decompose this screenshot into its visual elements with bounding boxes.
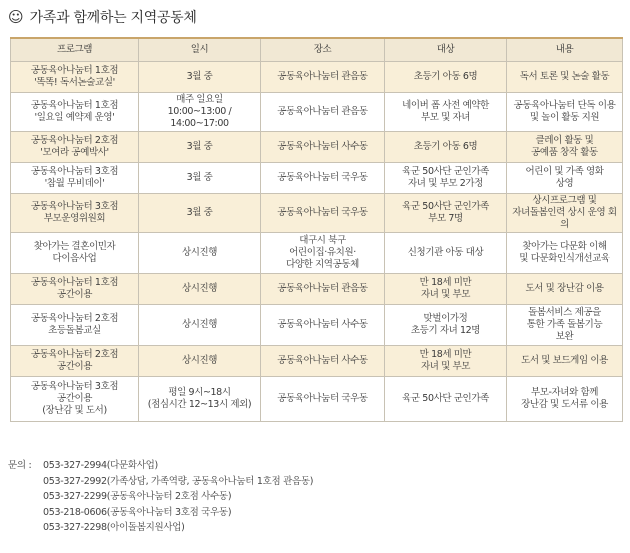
cell-time bbox=[139, 346, 261, 377]
cell-line: 공동육아나눔터 관음동 bbox=[277, 283, 368, 294]
header-target: 대상 bbox=[385, 38, 507, 62]
cell-content bbox=[507, 194, 623, 233]
header-place: 장소 bbox=[261, 38, 385, 62]
cell-target bbox=[385, 93, 507, 132]
table-row bbox=[11, 163, 623, 194]
contact-line bbox=[8, 474, 313, 490]
table-row bbox=[11, 194, 623, 233]
cell-line: 공동육아나눔터 사수동 bbox=[277, 355, 368, 366]
cell-target bbox=[385, 346, 507, 377]
cell-target bbox=[385, 377, 507, 422]
cell-program bbox=[11, 346, 139, 377]
cell-line: 도서 및 보드게임 이용 bbox=[521, 355, 608, 366]
cell-program bbox=[11, 93, 139, 132]
cell-line: 공동육아나눔터 국우동 bbox=[277, 172, 368, 183]
cell-program bbox=[11, 163, 139, 194]
cell-line: 공간이용 bbox=[56, 289, 93, 300]
cell-line: 10:00~13:00 / bbox=[167, 106, 232, 117]
contact-label: 문의 : bbox=[8, 460, 32, 471]
cell-line: 및 놀이 활동 지원 bbox=[529, 112, 600, 123]
cell-line: 부모-자녀와 함께 bbox=[530, 387, 599, 398]
cell-time bbox=[139, 305, 261, 346]
cell-line: 장난감 및 도서류 이용 bbox=[521, 399, 608, 410]
cell-line: 3월 중 bbox=[186, 207, 213, 218]
table-row bbox=[11, 274, 623, 305]
cell-target bbox=[385, 62, 507, 93]
cell-line: 찾아가는 결혼이민자 bbox=[33, 241, 116, 252]
table-row bbox=[11, 233, 623, 274]
cell-line: 네이버 폼 사전 예약한 bbox=[402, 100, 489, 111]
cell-place bbox=[261, 93, 385, 132]
cell-content bbox=[507, 62, 623, 93]
cell-line: 자녀돌봄인력 상시 운영 회의 bbox=[512, 207, 617, 230]
cell-content bbox=[507, 274, 623, 305]
cell-place bbox=[261, 274, 385, 305]
cell-line: 클레이 활동 및 bbox=[535, 135, 594, 146]
cell-line: 3월 중 bbox=[186, 172, 213, 183]
cell-program bbox=[11, 194, 139, 233]
cell-line: 3월 중 bbox=[186, 141, 213, 152]
cell-target bbox=[385, 305, 507, 346]
cell-content bbox=[507, 93, 623, 132]
cell-line: 14:00~17:00 bbox=[170, 118, 229, 129]
table-row bbox=[11, 346, 623, 377]
cell-line: 자녀 및 부모 2가정 bbox=[408, 178, 483, 189]
cell-place bbox=[261, 233, 385, 274]
cell-content bbox=[507, 346, 623, 377]
cell-line: 부모 및 자녀 bbox=[420, 112, 471, 123]
cell-time bbox=[139, 93, 261, 132]
cell-line: 공동육아나눔터 사수동 bbox=[277, 319, 368, 330]
cell-line: 통한 가족 돌봄기능 bbox=[526, 319, 603, 330]
cell-place bbox=[261, 194, 385, 233]
cell-place bbox=[261, 346, 385, 377]
contact-phone: 053-327-2298(아이돌봄지원사업) bbox=[43, 522, 185, 533]
cell-line: 초등기 아동 6명 bbox=[413, 71, 478, 82]
cell-line: '똑똑! 독서논술교실' bbox=[34, 77, 115, 88]
cell-line: 상영 bbox=[555, 178, 574, 189]
cell-line: 공동육아나눔터 단독 이용 bbox=[513, 100, 616, 111]
table-row bbox=[11, 93, 623, 132]
cell-time bbox=[139, 194, 261, 233]
cell-time bbox=[139, 377, 261, 422]
cell-line: 초등기 아동 6명 bbox=[413, 141, 478, 152]
cell-place bbox=[261, 132, 385, 163]
cell-line: 부모운영위원회 bbox=[43, 213, 106, 224]
contact-line bbox=[8, 505, 313, 521]
cell-place bbox=[261, 163, 385, 194]
cell-line: (점심시간 12~13시 제외) bbox=[147, 399, 252, 410]
cell-line: 도서 및 장난감 이용 bbox=[525, 283, 604, 294]
cell-line: 공동육아나눔터 3호점 bbox=[30, 166, 119, 177]
header-content: 내용 bbox=[507, 38, 623, 62]
cell-line: 상시진행 bbox=[181, 355, 218, 366]
cell-line: 신청기관 아동 대상 bbox=[407, 247, 484, 258]
cell-time bbox=[139, 132, 261, 163]
cell-program bbox=[11, 377, 139, 422]
cell-line: 어린이 및 가족 영화 bbox=[525, 166, 604, 177]
cell-place bbox=[261, 305, 385, 346]
cell-content bbox=[507, 132, 623, 163]
smiley-icon: ☺ bbox=[8, 8, 24, 26]
cell-content bbox=[507, 305, 623, 346]
cell-line: 육군 50사단 군인가족 bbox=[402, 201, 489, 212]
table-row bbox=[11, 62, 623, 93]
page-title-row bbox=[8, 6, 197, 28]
cell-line: 상시프로그램 및 bbox=[532, 195, 597, 206]
cell-line: 부모 7명 bbox=[428, 213, 463, 224]
cell-content bbox=[507, 377, 623, 422]
contact-line bbox=[8, 520, 313, 536]
cell-program bbox=[11, 274, 139, 305]
cell-line: 상시진행 bbox=[181, 283, 218, 294]
cell-line: 공동육아나눔터 관음동 bbox=[277, 106, 368, 117]
cell-line: 다이음사업 bbox=[52, 253, 97, 264]
cell-line: 공동육아나눔터 사수동 bbox=[277, 141, 368, 152]
cell-line: 초등돌봄교실 bbox=[48, 325, 101, 336]
table-header-row bbox=[11, 38, 623, 62]
cell-line: 공예품 창작 활동 bbox=[531, 147, 598, 158]
header-time: 일시 bbox=[139, 38, 261, 62]
cell-line: 공동육아나눔터 국우동 bbox=[277, 207, 368, 218]
cell-line: 육군 50사단 군인가족 bbox=[402, 393, 489, 404]
cell-time bbox=[139, 274, 261, 305]
cell-line: 및 다문화인식개선교육 bbox=[519, 253, 610, 264]
cell-content bbox=[507, 163, 623, 194]
cell-line: '일요일 예약제 운영' bbox=[34, 112, 115, 123]
cell-line: 독서 토론 및 논술 활동 bbox=[519, 71, 610, 82]
cell-target bbox=[385, 194, 507, 233]
cell-line: 공동육아나눔터 2호점 bbox=[30, 349, 119, 360]
table-row bbox=[11, 132, 623, 163]
cell-line: '모여라 공예박사' bbox=[40, 147, 109, 158]
cell-place bbox=[261, 377, 385, 422]
cell-line: 공동육아나눔터 1호점 bbox=[30, 277, 119, 288]
cell-target bbox=[385, 274, 507, 305]
cell-line: '참월 무비데이' bbox=[44, 178, 105, 189]
cell-line: 만 18세 미만 bbox=[419, 277, 472, 288]
cell-program bbox=[11, 305, 139, 346]
table-row bbox=[11, 377, 623, 422]
cell-line: 공동육아나눔터 국우동 bbox=[277, 393, 368, 404]
cell-place bbox=[261, 62, 385, 93]
cell-line: 자녀 및 부모 bbox=[420, 289, 471, 300]
contact-line bbox=[8, 489, 313, 505]
cell-line: 공간이용 bbox=[56, 393, 93, 404]
cell-line: 찾아가는 다문화 이해 bbox=[522, 241, 607, 252]
contact-line bbox=[8, 458, 313, 474]
cell-line: 다양한 지역공동체 bbox=[286, 259, 359, 270]
cell-time bbox=[139, 233, 261, 274]
cell-target bbox=[385, 233, 507, 274]
table-body bbox=[11, 62, 623, 422]
cell-line: 3월 중 bbox=[186, 71, 213, 82]
cell-time bbox=[139, 62, 261, 93]
cell-line: 초등기 자녀 12명 bbox=[410, 325, 481, 336]
cell-time bbox=[139, 163, 261, 194]
cell-line: 보완 bbox=[555, 331, 574, 342]
cell-line: 공동육아나눔터 2호점 bbox=[30, 135, 119, 146]
cell-target bbox=[385, 132, 507, 163]
program-table bbox=[10, 37, 623, 422]
cell-line: 공동육아나눔터 3호점 bbox=[30, 201, 119, 212]
table-row bbox=[11, 305, 623, 346]
cell-program bbox=[11, 62, 139, 93]
cell-line: 공동육아나눔터 1호점 bbox=[30, 100, 119, 111]
cell-line: 공간이용 bbox=[56, 361, 93, 372]
page-title: 가족과 함께하는 지역공동체 bbox=[29, 10, 197, 26]
cell-line: 만 18세 미만 bbox=[419, 349, 472, 360]
cell-line: 자녀 및 부모 bbox=[420, 361, 471, 372]
contact-phone: 053-327-2994(다문화사업) bbox=[43, 460, 158, 471]
cell-line: 육군 50사단 군인가족 bbox=[402, 166, 489, 177]
cell-line: 공동육아나눔터 1호점 bbox=[30, 65, 119, 76]
cell-line: 공동육아나눔터 3호점 bbox=[30, 381, 119, 392]
cell-line: (장난감 및 도서) bbox=[42, 405, 107, 416]
contact-info bbox=[8, 458, 313, 536]
cell-line: 상시진행 bbox=[181, 247, 218, 258]
cell-program bbox=[11, 132, 139, 163]
cell-content bbox=[507, 233, 623, 274]
cell-line: 어린이집·유치원· bbox=[289, 247, 356, 258]
cell-line: 맞벌이가정 bbox=[423, 313, 468, 324]
cell-line: 상시진행 bbox=[181, 319, 218, 330]
header-program: 프로그램 bbox=[11, 38, 139, 62]
cell-line: 공동육아나눔터 관음동 bbox=[277, 71, 368, 82]
cell-line: 공동육아나눔터 2호점 bbox=[30, 313, 119, 324]
cell-target bbox=[385, 163, 507, 194]
cell-line: 대구시 북구 bbox=[299, 235, 346, 246]
contact-phone: 053-218-0606(공동육아나눔터 3호점 국우동) bbox=[43, 506, 232, 518]
contact-phone: 053-327-2992(가족상담, 가족역량, 공동육아나눔터 1호점 관음동) bbox=[43, 475, 314, 487]
cell-line: 매주 일요일 bbox=[176, 94, 223, 105]
cell-line: 평일 9시~18시 bbox=[168, 387, 231, 398]
cell-program bbox=[11, 233, 139, 274]
contact-phone: 053-327-2299(공동육아나눔터 2호점 사수동) bbox=[43, 491, 232, 502]
cell-line: 돌봄서비스 제공을 bbox=[528, 307, 601, 318]
